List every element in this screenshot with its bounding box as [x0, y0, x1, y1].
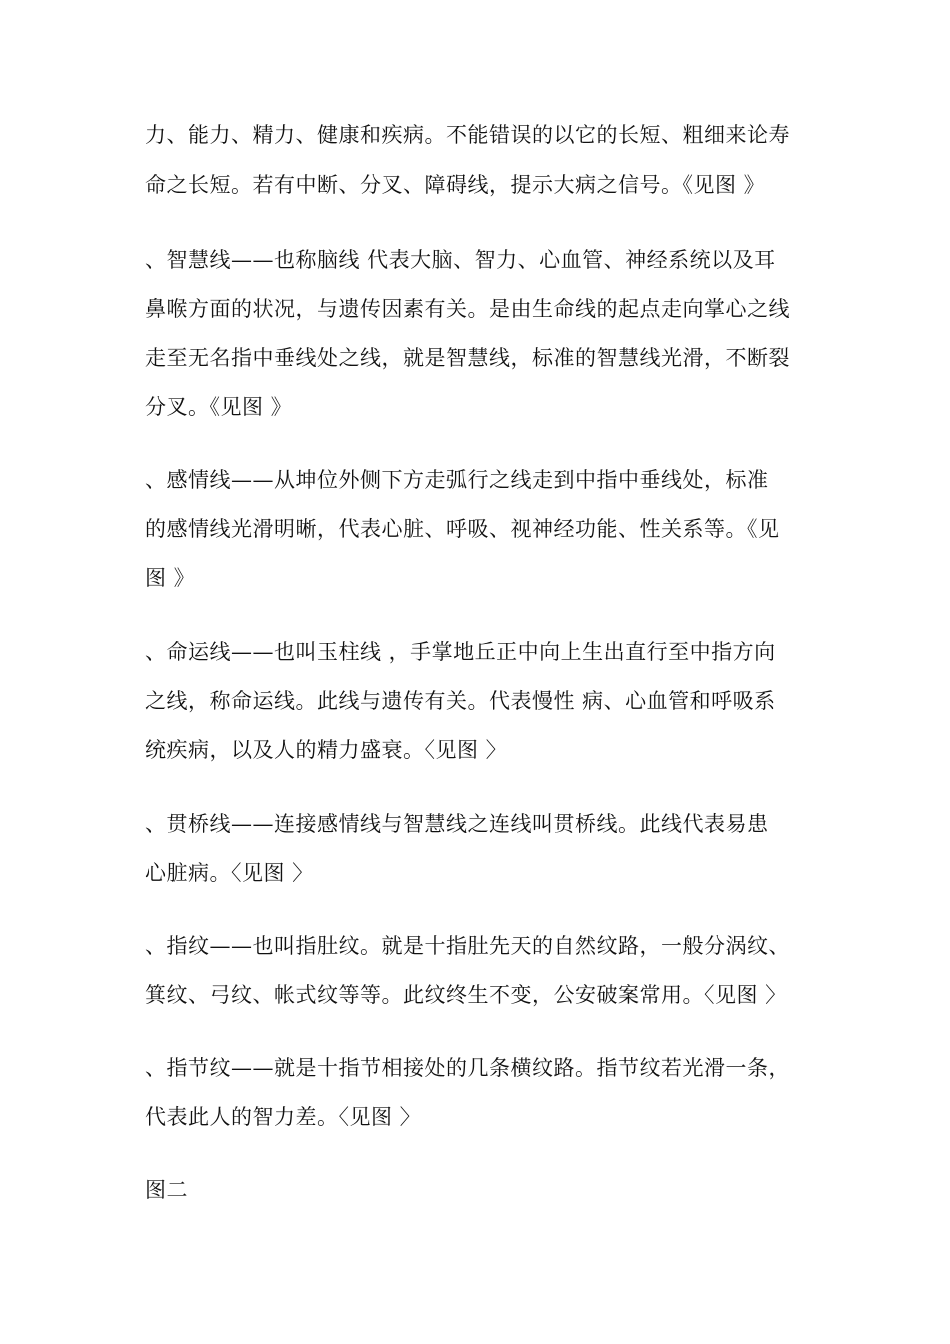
text-line: 心脏病。〈见图 〉 [145, 861, 314, 885]
figure-caption: 图二 [145, 1178, 188, 1202]
text-line: 、感情线——从坤位外侧下方走弧行之线走到中指中垂线处，标准 [145, 468, 769, 492]
text-line: 的感情线光滑明晰，代表心脏、呼吸、视神经功能、性关系等。《见 [145, 517, 780, 541]
text-line: 鼻喉方面的状况，与遗传因素有关。是由生命线的起点走向掌心之线 [145, 297, 790, 321]
text-line: 统疾病，以及人的精力盛衰。〈见图 〉 [145, 738, 508, 762]
text-line: 、命运线——也叫玉柱线 ，手掌地丘正中向上生出直行至中指方向 [145, 640, 776, 664]
text-line: 命之长短。若有中断、分叉、障碍线，提示大病之信号。《见图 》 [145, 173, 766, 197]
text-line: 图 》 [145, 566, 196, 590]
text-line: 代表此人的智力差。〈见图 〉 [145, 1105, 422, 1129]
text-line: 走至无名指中垂线处之线，就是智慧线，标准的智慧线光滑，不断裂 [145, 346, 790, 370]
text-line: 、指节纹——就是十指节相接处的几条横纹路。指节纹若光滑一条， [145, 1056, 790, 1080]
text-line: 之线，称命运线。此线与遗传有关。代表慢性 病、心血管和呼吸系 [145, 689, 776, 713]
text-line: 、智慧线——也称脑线 代表大脑、智力、心血管、神经系统以及耳 [145, 248, 776, 272]
text-line: 、贯桥线——连接感情线与智慧线之连线叫贯桥线。此线代表易患 [145, 812, 769, 836]
text-line: 力、能力、精力、健康和疾病。不能错误的以它的长短、粗细来论寿 [145, 123, 790, 147]
text-line: 、指纹——也叫指肚纹。就是十指肚先天的自然纹路，一般分涡纹、 [145, 934, 790, 958]
text-line: 分叉。《见图 》 [145, 395, 293, 419]
text-line: 箕纹、弓纹、帐式纹等等。此纹终生不变，公安破案常用。〈见图 〉 [145, 983, 787, 1007]
